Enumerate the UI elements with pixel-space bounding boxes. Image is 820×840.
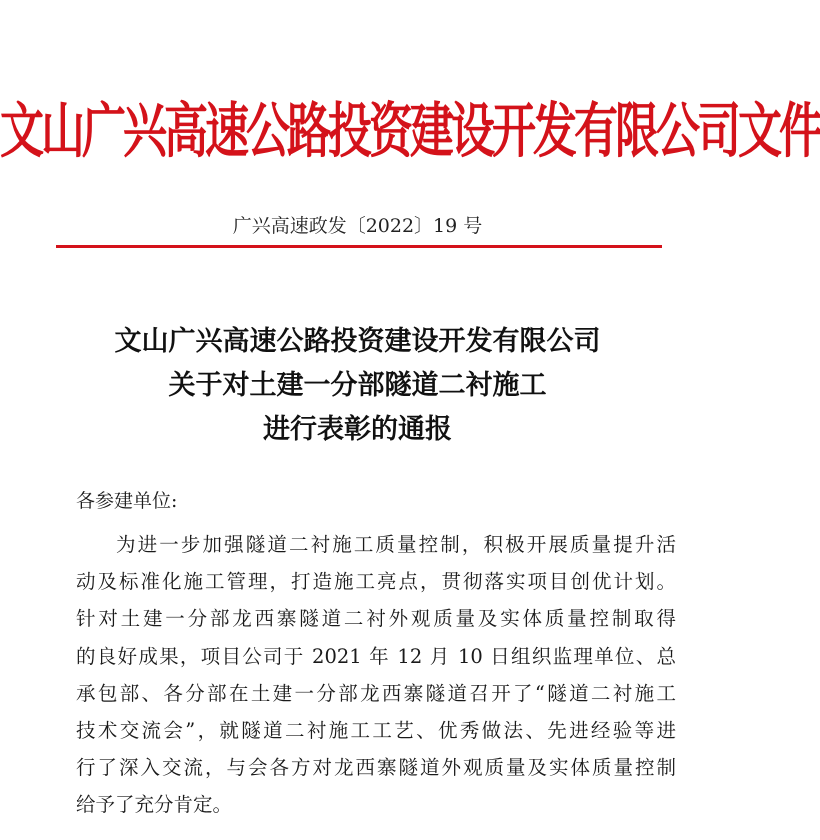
body-line: 给予了充分肯定。 (76, 793, 233, 817)
body-line: 行了深入交流，与会各方对龙西寨隧道外观质量及实体质量控制 (76, 756, 676, 780)
salutation: 各参建单位: (76, 490, 178, 512)
body-line: 的良好成果，项目公司于 2021 年 12 月 10 日组织监理单位、总 (76, 644, 676, 668)
issuing-organization-header: 文山广兴高速公路投资建设开发有限公司文件 (0, 97, 820, 167)
notice-title-line-1: 文山广兴高速公路投资建设开发有限公司 (114, 326, 601, 357)
body-line: 承包部、各分部在土建一分部龙西寨隧道召开了“隧道二衬施工 (76, 681, 676, 705)
document-number: 广兴高速政发〔2022〕19 号 (232, 215, 483, 237)
notice-title (0, 320, 715, 452)
body-line: 技术交流会”，就隧道二衬施工工艺、优秀做法、先进经验等进 (76, 718, 676, 742)
body-line: 针对土建一分部龙西寨隧道二衬外观质量及实体质量控制取得 (76, 607, 676, 631)
red-separator-line (56, 245, 662, 248)
body-line: 动及标准化施工管理，打造施工亮点，贯彻落实项目创优计划。 (76, 570, 676, 594)
notice-title-line-3: 进行表彰的通报 (263, 414, 452, 445)
notice-title-line-2: 关于对土建一分部隧道二衬施工 (168, 370, 547, 401)
body-line: 为进一步加强隧道二衬施工质量控制，积极开展质量提升活 (116, 533, 676, 556)
body-paragraph (76, 526, 676, 824)
